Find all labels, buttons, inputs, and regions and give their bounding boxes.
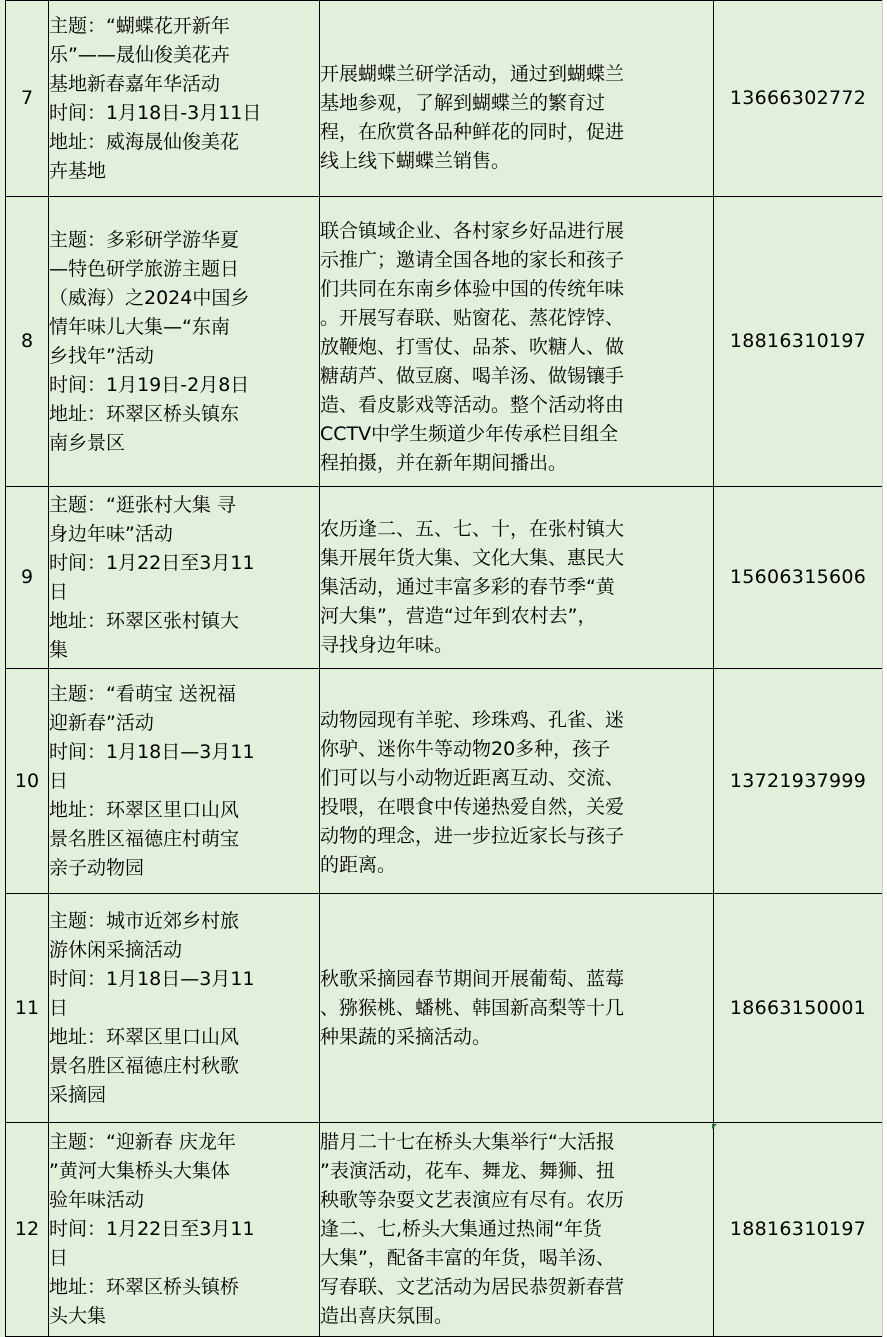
description-line: 开展蝴蝶兰研学活动，通过到蝴蝶兰 xyxy=(320,63,625,85)
info-line: 主题：“蝴蝶花开新年 xyxy=(49,14,230,37)
description-line: 放鞭炮、打雪仗、品茶、吹糖人、做 xyxy=(320,335,625,358)
sheet-right-edge xyxy=(882,0,887,1337)
info-line: 验年味活动 xyxy=(49,1189,145,1211)
description-line: 、猕猴桃、蟠桃、韩国新高梨等十几 xyxy=(320,996,625,1019)
contact-phone-cell[interactable]: 18663150001 xyxy=(714,894,883,1123)
row-number-cell[interactable]: 8 xyxy=(6,197,49,487)
info-line: 卉基地 xyxy=(49,159,107,182)
info-line: 地址：环翠区里口山风 xyxy=(49,1025,240,1048)
description-line: 线上线下蝴蝶兰销售。 xyxy=(320,150,511,172)
activity-table-body xyxy=(6,1,883,1337)
table-row xyxy=(6,197,883,487)
description-line: 你驴、迷你牛等动物20多种，孩子 xyxy=(320,737,611,760)
info-line: 日 xyxy=(49,1247,69,1269)
description-line: 。开展写春联、贴窗花、蒸花饽饽、 xyxy=(320,306,625,329)
activity-description-cell[interactable] xyxy=(320,669,714,894)
description-line: 造、看皮影戏等活动。整个活动将由 xyxy=(320,393,625,416)
info-line: 游休闲采摘活动 xyxy=(49,938,183,961)
info-line: 地址：威海晟仙俊美花 xyxy=(49,130,240,153)
description-line: 农历逢二、五、七、十，在张村镇大 xyxy=(320,518,625,540)
description-line: 程拍摄，并在新年期间播出。 xyxy=(320,451,568,474)
info-line: 主题：“迎新春 庆龙年 xyxy=(49,1131,236,1153)
description-line: 河大集”，营造“过年到农村去”， xyxy=(320,605,597,627)
description-line: 造出喜庆氛围。 xyxy=(320,1305,454,1327)
activity-info-cell[interactable] xyxy=(49,1123,320,1337)
description-line: 投喂，在喂食中传递热爱自然，关爱 xyxy=(320,795,625,818)
info-line: 地址：环翠区张村镇大 xyxy=(49,609,240,632)
contact-phone-cell[interactable]: 18816310197 xyxy=(714,1123,883,1337)
info-line: 时间：1月18日—3月11 xyxy=(49,740,255,763)
activity-description-cell[interactable] xyxy=(320,1123,714,1337)
contact-phone-cell[interactable]: 13666302772 xyxy=(714,1,883,197)
row-number-cell[interactable]: 9 xyxy=(6,487,49,669)
info-line: 采摘园 xyxy=(49,1083,107,1106)
contact-phone-cell[interactable]: 18816310197 xyxy=(714,197,883,487)
info-line: 集 xyxy=(49,638,69,661)
info-line: 基地新春嘉年华活动 xyxy=(49,72,221,95)
description-line: 秧歌等杂耍文艺表演应有尽有。农历 xyxy=(320,1189,625,1211)
info-line: 迎新春”活动 xyxy=(49,711,154,734)
description-line: 大集”，配备丰富的年货，喝羊汤、 xyxy=(320,1247,615,1269)
description-line: 基地参观，了解到蝴蝶兰的繁育过 xyxy=(320,92,606,114)
info-line: 地址：环翠区里口山风 xyxy=(49,798,240,821)
description-line: 动物的理念，进一步拉近家长与孩子 xyxy=(320,824,625,847)
info-line: 景名胜区福德庄村秋歌 xyxy=(49,1054,240,1077)
info-line: —特色研学旅游主题日 xyxy=(49,257,240,280)
info-line: 地址：环翠区桥头镇东 xyxy=(49,402,240,425)
description-line: 的距离。 xyxy=(320,853,397,876)
description-line: 联合镇域企业、各村家乡好品进行展 xyxy=(320,219,625,242)
info-line: 地址：环翠区桥头镇桥 xyxy=(49,1276,240,1298)
description-line: 寻找身边年味。 xyxy=(320,634,454,656)
description-line: 腊月二十七在桥头大集举行“大活报 xyxy=(320,1131,615,1153)
info-line: 日 xyxy=(49,769,69,792)
activity-info-cell[interactable] xyxy=(49,894,320,1123)
activity-info-cell[interactable] xyxy=(49,197,320,487)
table-row xyxy=(6,1,883,197)
info-line: 亲子动物园 xyxy=(49,856,145,879)
table-row xyxy=(6,487,883,669)
info-line: 头大集 xyxy=(49,1305,107,1327)
activity-info-cell[interactable] xyxy=(49,487,320,669)
info-line: 乡找年”活动 xyxy=(49,344,154,367)
info-line: 身边年味”活动 xyxy=(49,522,173,545)
description-line: 们可以与小动物近距离互动、交流、 xyxy=(320,766,625,789)
info-line: 日 xyxy=(49,580,69,603)
description-line: 写春联、文艺活动为居民恭贺新春营 xyxy=(320,1276,625,1298)
info-line: 乐”——晟仙俊美花卉 xyxy=(49,43,230,66)
info-line: 南乡景区 xyxy=(49,431,126,454)
description-line: 糖葫芦、做豆腐、喝羊汤、做锡镶手 xyxy=(320,364,625,387)
table-row xyxy=(6,1123,883,1337)
info-line: 时间：1月18日-3月11日 xyxy=(49,101,262,124)
contact-phone-cell[interactable]: 13721937999 xyxy=(714,669,883,894)
row-number-cell[interactable]: 7 xyxy=(6,1,49,197)
description-line: CCTV中学生频道少年传承栏目组全 xyxy=(320,422,619,445)
info-line: 主题：“看萌宝 送祝福 xyxy=(49,682,236,705)
cell-comment-marker xyxy=(712,1124,717,1129)
info-line: 主题：“逛张村大集 寻 xyxy=(49,493,236,516)
row-number-cell[interactable]: 12 xyxy=(6,1123,49,1337)
info-line: 时间：1月22日至3月11 xyxy=(49,1218,255,1240)
info-line: （威海）之2024中国乡 xyxy=(49,286,250,309)
contact-phone-cell[interactable]: 15606315606 xyxy=(714,487,883,669)
activity-info-cell[interactable] xyxy=(49,1,320,197)
info-line: ”黄河大集桥头大集体 xyxy=(49,1160,230,1182)
description-line: ”表演活动，花车、舞龙、舞狮、扭 xyxy=(320,1160,615,1182)
activity-info-cell[interactable] xyxy=(49,669,320,894)
activity-description-cell[interactable] xyxy=(320,894,714,1123)
description-line: 示推广；邀请全国各地的家长和孩子 xyxy=(320,248,625,271)
info-line: 主题：城市近郊乡村旅 xyxy=(49,909,240,932)
table-row xyxy=(6,894,883,1123)
description-line: 集活动，通过丰富多彩的春节季“黄 xyxy=(320,576,615,598)
row-number-cell[interactable]: 11 xyxy=(6,894,49,1123)
row-number-cell[interactable]: 10 xyxy=(6,669,49,894)
info-line: 时间：1月19日-2月8日 xyxy=(49,373,250,396)
info-line: 日 xyxy=(49,996,69,1019)
description-line: 动物园现有羊驼、珍珠鸡、孔雀、迷 xyxy=(320,708,625,731)
description-line: 种果蔬的采摘活动。 xyxy=(320,1025,492,1048)
info-line: 景名胜区福德庄村萌宝 xyxy=(49,827,240,850)
activity-table xyxy=(5,0,883,1337)
description-line: 集开展年货大集、文化大集、惠民大 xyxy=(320,547,625,569)
description-line: 们共同在东南乡体验中国的传统年味 xyxy=(320,277,625,300)
description-line: 程，在欣赏各品种鲜花的同时，促进 xyxy=(320,121,625,143)
description-line: 秋歌采摘园春节期间开展葡萄、蓝莓 xyxy=(320,967,625,990)
table-row xyxy=(6,669,883,894)
activity-description-cell[interactable] xyxy=(320,197,714,487)
info-line: 情年味儿大集—“东南 xyxy=(49,315,230,338)
activity-description-cell[interactable] xyxy=(320,1,714,197)
description-line: 逢二、七,桥头大集通过热闹“年货 xyxy=(320,1218,602,1240)
info-line: 时间：1月22日至3月11 xyxy=(49,551,255,574)
info-line: 时间：1月18日—3月11 xyxy=(49,967,255,990)
activity-description-cell[interactable] xyxy=(320,487,714,669)
info-line: 主题：多彩研学游华夏 xyxy=(49,228,240,251)
